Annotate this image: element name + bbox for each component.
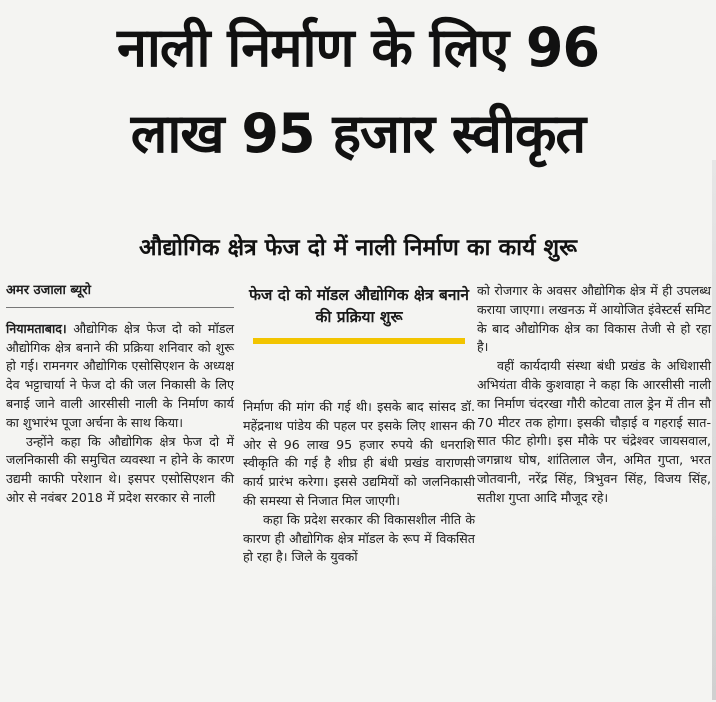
headline-line-2: लाख 95 हजार स्वीकृत — [130, 102, 586, 165]
article-column-3 — [477, 282, 711, 508]
article-column-1 — [6, 282, 234, 508]
article-paragraph: उन्होंने कहा कि औद्योगिक क्षेत्र फेज दो में जलनिकासी की समुचित व्यवस्था न होने के कारण उद्यमी काफी परेशान थे। इसपर एसोसिएशन की ओर से नवंबर 2018 में प्रदेश सरकार से नाली — [6, 433, 234, 505]
subheadline: औद्योगिक क्षेत्र फेज दो में नाली निर्माण का कार्य शुरू — [139, 235, 577, 261]
article-paragraph: वहीं कार्यदायी संस्था बंधी प्रखंड के अधिशासी अभियंता वीके कुशवाहा ने कहा कि आरसीसी नाली का निर्माण चंदरखा गौरी कोटवा ताल ड्रेन में तीन सौ 70 मीटर तक होगा। इसकी चौड़ाई व गहराई सात-सात फीट होगी। इस मौके पर चंद्रेश्वर जायसवाल, जगन्नाथ घोष, शांतिलाल जैन, अमित गुप्ता, भरत जोतवानी, नरेंद्र सिंह, त्रिभुवन सिंह, विजय सिंह, सतीश गुप्ता आदि मौजूद रहे। — [477, 358, 711, 505]
highlight-accent-bar — [253, 338, 465, 344]
byline-divider — [6, 307, 234, 308]
article-paragraph: को रोजगार के अवसर औद्योगिक क्षेत्र में ही उपलब्ध कराया जाएगा। लखनऊ में आयोजित इंवेस्टर्स समिट के बाद औद्योगिक क्षेत्र का विकास तेजी से हो रहा है। — [477, 283, 711, 355]
article-paragraph — [6, 320, 234, 433]
article-column-2 — [243, 398, 475, 567]
article-paragraph: निर्माण की मांग की गई थी। इसके बाद सांसद डॉ. महेंद्रनाथ पांडेय की पहल पर इसके लिए शासन की ओर से 96 लाख 95 हजार रुपये की धनराशि स्वीकृति की गई है शीघ्र ही बंधी प्रखंड वाराणसी कार्य प्रारंभ करेगा। इससे उद्यमियों को जलनिकासी की समस्या से निजात मिल जाएगी। — [243, 399, 475, 508]
article-text: औद्योगिक क्षेत्र फेज दो को मॉडल औद्योगिक क्षेत्र बनाने की प्रक्रिया शनिवार को शुरू हो गई। रामनगर औद्योगिक एसोसिएशन के अध्यक्ष देव भट्टाचार्या ने फेज दो की जल निकासी के लिए बनाई जाने वाली आरसीसी नाली के निर्माण कार्य का शुभारंभ पूजा अर्चना के साथ किया। — [6, 320, 235, 430]
highlight-box-text: फेज दो को मॉडल औद्योगिक क्षेत्र बनाने की प्रक्रिया शुरू — [248, 286, 470, 326]
headline-line-1: नाली निर्माण के लिए 96 — [116, 16, 600, 79]
page-edge — [712, 160, 716, 700]
byline: अमर उजाला ब्यूरो — [6, 283, 91, 298]
article-paragraph: कहा कि प्रदेश सरकार की विकासशील नीति के कारण ही औद्योगिक क्षेत्र मॉडल के रूप में विकसित हो रहा है। जिले के युवकों — [243, 511, 475, 565]
highlight-box — [246, 284, 472, 344]
dateline: नियामताबाद। — [6, 320, 67, 336]
headline — [0, 14, 716, 168]
